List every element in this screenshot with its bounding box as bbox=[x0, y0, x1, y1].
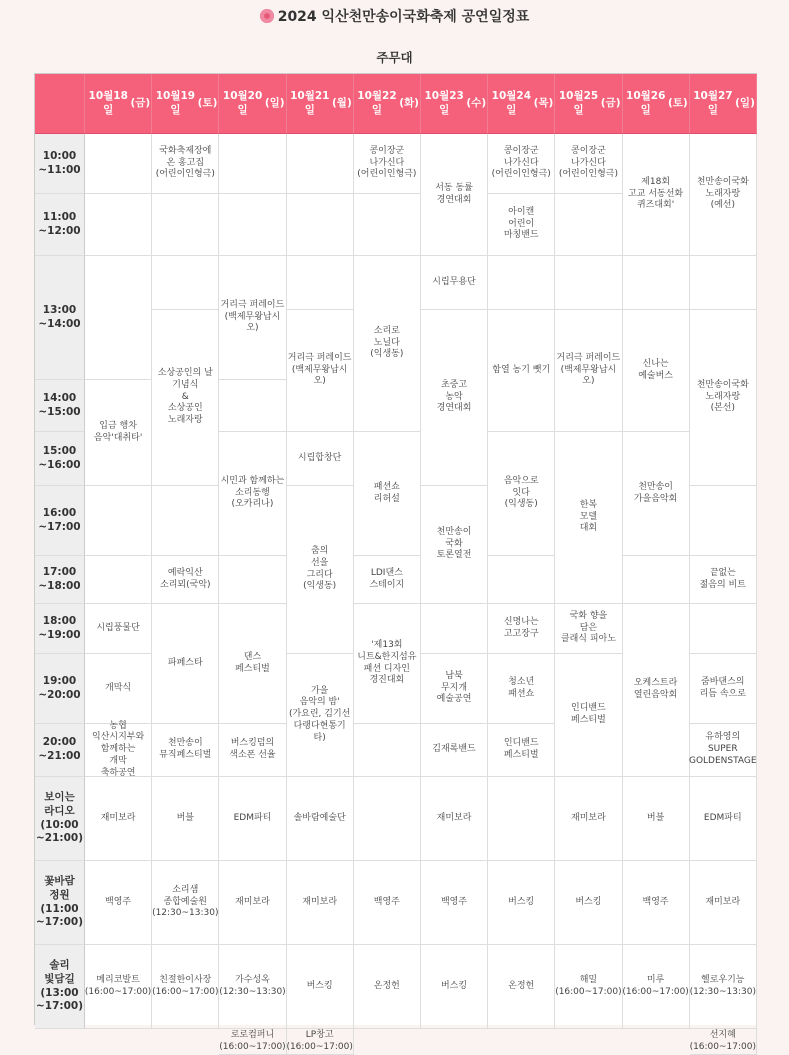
flower-icon bbox=[260, 9, 274, 23]
day-date: 10월24일 bbox=[491, 89, 532, 116]
day-of-week: (수) bbox=[466, 96, 487, 109]
event-cell: 가을 음악의 밤' (가요린, 김기선 다랭다현통기타) bbox=[287, 654, 354, 777]
event-cell: 소리샘 종합예술원 (12:30~13:30) bbox=[152, 861, 219, 945]
event-cell: 버블 bbox=[152, 777, 219, 861]
day-header bbox=[354, 74, 421, 134]
event-cell: 아이캔 어린이 마칭밴드 bbox=[488, 194, 555, 256]
event-cell: 미루 (16:00~17:00) bbox=[623, 945, 690, 1029]
time-slot: 보이는 라디오 (10:00 ~21:00) bbox=[35, 777, 85, 861]
event-cell: 거리극 퍼레이드 (백제무왕납시오) bbox=[287, 310, 354, 432]
event-cell: 재미보라 bbox=[421, 777, 488, 861]
event-cell: 시립무용단 bbox=[421, 256, 488, 310]
empty-cell bbox=[488, 556, 555, 604]
time-slot: 17:00 ~18:00 bbox=[35, 556, 85, 604]
page-title bbox=[0, 6, 789, 26]
event-cell: 거리극 퍼레이드 (백제무왕납시오) bbox=[219, 256, 286, 380]
event-cell: 천만송이 뮤직페스티벌 bbox=[152, 724, 219, 777]
day-of-week: (일) bbox=[264, 96, 285, 109]
event-cell: 농협 익산시지부와 함께하는 개막 축하공연 bbox=[85, 724, 152, 777]
event-cell: 버스킹 bbox=[555, 861, 622, 945]
time-slot: 13:00 ~14:00 bbox=[35, 256, 85, 380]
event-cell: 콩이장군 나가신다 (어린이인형극) bbox=[354, 134, 421, 194]
event-cell: 시립합창단 bbox=[287, 432, 354, 486]
day-of-week: (금) bbox=[130, 96, 151, 109]
time-slot: 18:00 ~19:00 bbox=[35, 604, 85, 654]
empty-cell bbox=[354, 724, 421, 777]
event-cell: 백영주 bbox=[354, 861, 421, 945]
event-cell: 춤의 선을 그리다 (익생동) bbox=[287, 486, 354, 654]
event-cell: 재미보라 bbox=[85, 777, 152, 861]
empty-cell bbox=[421, 604, 488, 654]
day-header bbox=[690, 74, 757, 134]
empty-cell bbox=[219, 380, 286, 432]
event-cell: 입금 행차 음악'대취타' bbox=[85, 380, 152, 486]
time-slot: 10:00 ~11:00 bbox=[35, 134, 85, 194]
empty-cell bbox=[354, 777, 421, 861]
event-cell: 패션쇼 리허설 bbox=[354, 432, 421, 556]
event-cell: 김재록밴드 bbox=[421, 724, 488, 777]
event-cell: 로로컴퍼니 (16:00~17:00) bbox=[219, 1029, 286, 1055]
event-cell: 메리코발트 (16:00~17:00) bbox=[85, 945, 152, 1029]
empty-cell bbox=[354, 194, 421, 256]
event-cell: 백영주 bbox=[623, 861, 690, 945]
event-cell: 예락익산 소리뫼(국악) bbox=[152, 556, 219, 604]
day-date: 10월27일 bbox=[693, 89, 733, 116]
event-cell: 국화축제장에 온 홍고집 (어린이인형극) bbox=[152, 134, 219, 194]
event-cell: 재미보라 bbox=[287, 861, 354, 945]
day-date: 10월23일 bbox=[424, 89, 464, 116]
empty-cell bbox=[85, 556, 152, 604]
time-slot: 꽃바람 정원 (11:00 ~17:00) bbox=[35, 861, 85, 945]
event-cell: EDM파티 bbox=[690, 777, 757, 861]
event-cell: 유하영의 SUPER GOLDENSTAGE bbox=[690, 724, 757, 777]
event-cell: 천만송이국화 노래자랑 (예선) bbox=[690, 134, 757, 256]
event-cell: 온정헌 bbox=[488, 945, 555, 1029]
empty-cell bbox=[287, 134, 354, 194]
event-cell: 재미보라 bbox=[555, 777, 622, 861]
empty-cell bbox=[219, 194, 286, 256]
day-of-week: (토) bbox=[667, 96, 688, 109]
event-cell: 버스킹 bbox=[287, 945, 354, 1029]
event-cell: 함열 농기 뺏기 bbox=[488, 310, 555, 432]
day-header bbox=[219, 74, 286, 134]
event-cell: 버스킹덤의 색소폰 선율 bbox=[219, 724, 286, 777]
event-cell: 인디밴드 페스티벌 bbox=[555, 654, 622, 777]
event-cell: '제13회 니트&한지섬유 패션 디자인 경진대회 bbox=[354, 604, 421, 724]
event-cell: 끝없는 젊음의 비트 bbox=[690, 556, 757, 604]
empty-cell bbox=[555, 194, 622, 256]
event-cell: 콩이장군 나가신다 (어린이인형극) bbox=[488, 134, 555, 194]
day-date: 10월22일 bbox=[357, 89, 397, 116]
event-cell: 온정헌 bbox=[354, 945, 421, 1029]
event-cell: 서동 동률 경연대회 bbox=[421, 134, 488, 256]
day-of-week: (일) bbox=[735, 96, 755, 109]
event-cell: 줌바댄스의 리듬 속으로 bbox=[690, 654, 757, 724]
event-cell: 음악으로 잇다 (익생동) bbox=[488, 432, 555, 556]
empty-cell bbox=[488, 777, 555, 861]
empty-cell bbox=[85, 194, 152, 256]
event-cell: 인디밴드 페스티벌 bbox=[488, 724, 555, 777]
event-cell: LP창고 (16:00~17:00) bbox=[287, 1029, 354, 1055]
day-date: 10월26일 bbox=[626, 89, 666, 116]
day-of-week: (금) bbox=[600, 96, 621, 109]
header-corner bbox=[35, 74, 85, 134]
event-cell: 백영주 bbox=[85, 861, 152, 945]
day-of-week: (화) bbox=[399, 96, 419, 109]
event-cell: 재미보라 bbox=[690, 861, 757, 945]
empty-cell bbox=[690, 604, 757, 654]
empty-cell bbox=[287, 194, 354, 256]
event-cell: 개막식 bbox=[85, 654, 152, 724]
empty-cell bbox=[555, 256, 622, 310]
event-cell: 제18회 고교 서동선화 퀴즈대회' bbox=[623, 134, 690, 256]
event-cell: 가수성옥 (12:30~13:30) bbox=[219, 945, 286, 1029]
event-cell: 천만송이국화 노래자랑 (본선) bbox=[690, 310, 757, 486]
day-date: 10월20일 bbox=[222, 89, 263, 116]
page-title-text: 2024 익산천만송이국화축제 공연일정표 bbox=[277, 9, 530, 25]
time-slot: 20:00 ~21:00 bbox=[35, 724, 85, 777]
event-cell: 신나는 예술버스 bbox=[623, 310, 690, 432]
time-slot: 19:00 ~20:00 bbox=[35, 654, 85, 724]
day-header bbox=[488, 74, 555, 134]
empty-cell bbox=[85, 486, 152, 556]
empty-cell bbox=[85, 256, 152, 380]
event-cell: 버스킹 bbox=[421, 945, 488, 1029]
day-header bbox=[421, 74, 488, 134]
event-cell: 한복 모델 대회 bbox=[555, 432, 622, 604]
event-cell: 선지혜 (16:00~17:00) bbox=[690, 1029, 757, 1055]
time-slot: 솔리 빛담길 (13:00 ~17:00) bbox=[35, 945, 85, 1029]
event-cell: 헬로우기능 (12:30~13:30) bbox=[690, 945, 757, 1029]
day-header bbox=[555, 74, 622, 134]
empty-cell bbox=[488, 256, 555, 310]
empty-cell bbox=[219, 134, 286, 194]
empty-cell bbox=[152, 486, 219, 556]
empty-cell bbox=[623, 556, 690, 604]
event-cell: 신명나는 고고장구 bbox=[488, 604, 555, 654]
empty-cell bbox=[85, 134, 152, 194]
event-cell: 해밀 (16:00~17:00) bbox=[555, 945, 622, 1029]
event-cell: 버스킹 bbox=[488, 861, 555, 945]
day-date: 10월19일 bbox=[155, 89, 196, 116]
event-cell: 시립풍물단 bbox=[85, 604, 152, 654]
empty-cell bbox=[690, 256, 757, 310]
event-cell: 파페스타 bbox=[152, 604, 219, 724]
event-cell: 시민과 함께하는 소리동행 (오카리나) bbox=[219, 432, 286, 556]
event-cell: 오케스트라 열린음악회 bbox=[623, 604, 690, 777]
event-cell: 국화 향을 담은 클래식 피아노 bbox=[555, 604, 622, 654]
time-slot: 14:00 ~15:00 bbox=[35, 380, 85, 432]
empty-cell bbox=[623, 256, 690, 310]
day-of-week: (토) bbox=[197, 96, 218, 109]
day-header bbox=[623, 74, 690, 134]
empty-cell bbox=[219, 556, 286, 604]
event-cell: 친절한이사장 (16:00~17:00) bbox=[152, 945, 219, 1029]
day-date: 10월18일 bbox=[88, 89, 128, 116]
event-cell: EDM파티 bbox=[219, 777, 286, 861]
day-of-week: (월) bbox=[332, 96, 352, 109]
event-cell: 천만송이 가을음악회 bbox=[623, 432, 690, 556]
time-slot: 11:00 ~12:00 bbox=[35, 194, 85, 256]
event-cell: 백영주 bbox=[421, 861, 488, 945]
stage-name: 주무대 bbox=[376, 50, 413, 65]
event-cell: LDI댄스 스테이지 bbox=[354, 556, 421, 604]
empty-cell bbox=[152, 194, 219, 256]
empty-cell bbox=[287, 256, 354, 310]
event-cell: 재미보라 bbox=[219, 861, 286, 945]
event-cell: 소리로 노닐다 (익생동) bbox=[354, 256, 421, 432]
empty-cell bbox=[152, 256, 219, 310]
day-header bbox=[85, 74, 152, 134]
event-cell: 남북 무지개 예술공연 bbox=[421, 654, 488, 724]
day-date: 10월25일 bbox=[558, 89, 599, 116]
schedule-table bbox=[34, 73, 757, 1052]
event-cell: 댄스 페스티벌 bbox=[219, 604, 286, 724]
day-header bbox=[152, 74, 219, 134]
empty-cell bbox=[690, 486, 757, 556]
event-cell: 솔바람예술단 bbox=[287, 777, 354, 861]
event-cell: 천만송이 국화 토론열전 bbox=[421, 486, 488, 604]
time-slot: 16:00 ~17:00 bbox=[35, 486, 85, 556]
day-header bbox=[287, 74, 354, 134]
event-cell: 소상공인의 날 기념식 & 소상공인 노래자랑 bbox=[152, 310, 219, 486]
event-cell: 초중고 농악 경연대회 bbox=[421, 310, 488, 486]
event-cell: 거리극 퍼레이드 (백제무왕납시오) bbox=[555, 310, 622, 432]
event-cell: 콩이장군 나가신다 (어린이인형극) bbox=[555, 134, 622, 194]
event-cell: 버블 bbox=[623, 777, 690, 861]
day-date: 10월21일 bbox=[290, 89, 330, 116]
day-of-week: (목) bbox=[533, 96, 554, 109]
event-cell: 청소년 패션쇼 bbox=[488, 654, 555, 724]
time-slot: 15:00 ~16:00 bbox=[35, 432, 85, 486]
